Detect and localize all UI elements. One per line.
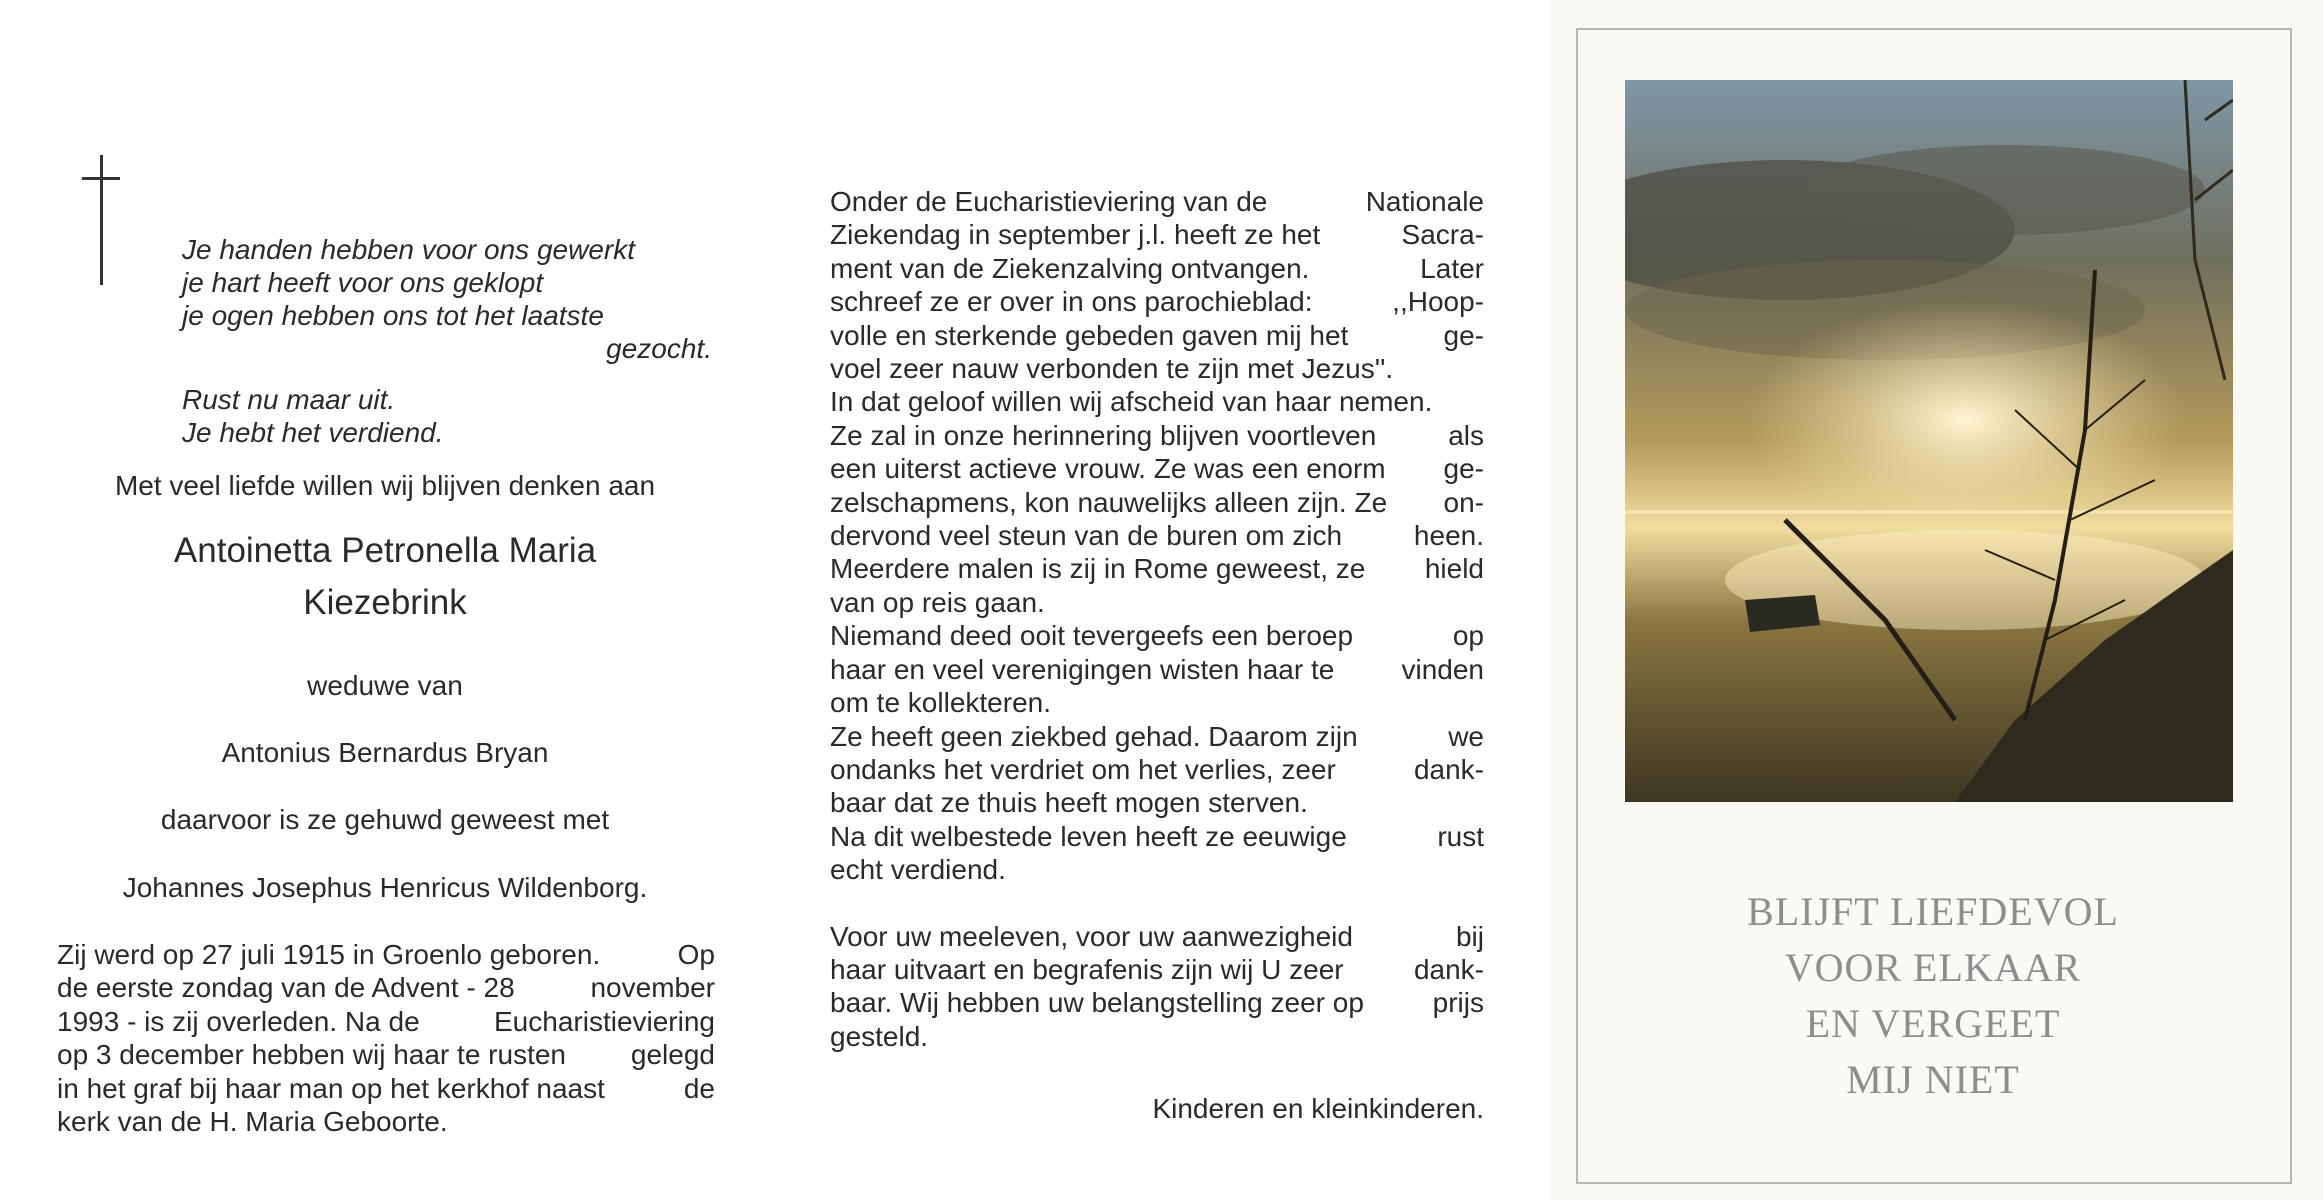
text-line: een uiterst actieve vrouw. Ze was een enorm ge-	[830, 453, 1484, 485]
text-line: schreef ze er over in ons parochieblad: ,,Hoop-	[830, 286, 1484, 318]
text-line: voel zeer nauw verbonden te zijn met Jezus''.	[830, 353, 1394, 385]
text-line: de eerste zondag van de Advent - 28 november	[57, 972, 715, 1004]
verse-line: BLIJFT LIEFDEVOL	[1747, 889, 2119, 934]
sunset-lake-photo-icon	[1625, 80, 2233, 802]
biography	[57, 938, 715, 1138]
poem	[182, 233, 712, 449]
first-husband-name: Johannes Josephus Henricus Wildenborg.	[122, 872, 648, 903]
text-line: Na dit welbestede leven heeft ze eeuwige rust	[830, 820, 1484, 852]
verse-line: MIJ NIET	[1846, 1057, 2020, 1102]
verse-line: VOOR ELKAAR	[1784, 945, 2082, 990]
text-line: Niemand deed ooit tevergeefs een beroep op	[830, 620, 1484, 652]
text-line: ondanks het verdriet om het verlies, zeer dank-	[830, 753, 1484, 785]
poem-line: Je hebt het verdiend.	[182, 417, 444, 448]
memorial-text	[830, 185, 1484, 1053]
text-line: haar uitvaart en begrafenis zijn wij U zeer dank-	[830, 953, 1484, 985]
poem-line: je ogen hebben ons tot het laatste	[182, 300, 604, 331]
text-line: volle en sterkende gebeden gaven mij het ge-	[830, 319, 1484, 351]
text-line: Ziekendag in september j.l. heeft ze het Sacra-	[830, 219, 1484, 251]
left-page	[0, 0, 770, 1200]
text-line: zelschapmens, kon nauwelijks alleen zijn. Ze on-	[830, 486, 1484, 518]
cross-icon	[82, 155, 122, 285]
poem-line: Je handen hebben voor ons gewerkt	[182, 234, 635, 265]
front-card	[1550, 0, 2323, 1200]
text-line: Ze heeft geen ziekbed gehad. Daarom zijn we	[830, 720, 1484, 752]
previous-marriage-text: daarvoor is ze gehuwd geweest met	[160, 804, 610, 835]
signature: Kinderen en kleinkinderen.	[1152, 1093, 1484, 1124]
verse-line: EN VERGEET	[1805, 1001, 2061, 1046]
text-line: baar dat ze thuis heeft mogen sterven.	[830, 787, 1308, 819]
text-line: om te kollekteren.	[830, 687, 1051, 719]
text-line: Voor uw meeleven, voor uw aanwezigheid bij	[830, 920, 1484, 952]
text-line: haar en veel verenigingen wisten haar te vinden	[830, 653, 1484, 685]
text-line: gesteld.	[830, 1020, 929, 1052]
intro-text: Met veel liefde willen wij blijven denken aan	[114, 470, 656, 501]
text-line: op 3 december hebben wij haar te rusten gelegd	[57, 1039, 715, 1071]
paragraph	[830, 185, 1484, 887]
poem-line: gezocht.	[606, 333, 712, 364]
deceased-name: Antoinetta Petronella Maria	[173, 531, 597, 570]
text-line: Ze zal in onze herinnering blijven voortleven als	[830, 419, 1484, 451]
text-line: baar. Wij hebben uw belangstelling zeer op prijs	[830, 987, 1484, 1019]
text-line: In dat geloof willen wij afscheid van haar nemen.	[830, 386, 1433, 418]
text-line: 1993 - is zij overleden. Na de Eucharistieviering	[57, 1005, 715, 1037]
text-line: dervond veel steun van de buren om zich heen.	[830, 520, 1484, 552]
text-line: Onder de Eucharistieviering van de Nationale	[830, 186, 1484, 217]
widow-of-text: weduwe van	[307, 670, 463, 701]
text-line: in het graf bij haar man op het kerkhof naast de	[57, 1072, 715, 1104]
poem-line: Rust nu maar uit.	[182, 384, 396, 415]
text-line: van op reis gaan.	[830, 586, 1045, 618]
paragraph	[830, 920, 1484, 1054]
deceased-surname: Kiezebrink	[303, 583, 467, 622]
text-line: kerk van de H. Maria Geboorte.	[57, 1106, 448, 1138]
poem-line: je hart heeft voor ons geklopt	[182, 267, 544, 298]
text-line: ment van de Ziekenzalving ontvangen. Later	[830, 252, 1484, 284]
text-line: echt verdiend.	[830, 854, 1006, 886]
text-line: Zij werd op 27 juli 1915 in Groenlo geboren. Op	[57, 939, 715, 970]
husband-name: Antonius Bernardus Bryan	[221, 737, 549, 768]
text-line: Meerdere malen is zij in Rome geweest, ze hield	[830, 553, 1484, 585]
